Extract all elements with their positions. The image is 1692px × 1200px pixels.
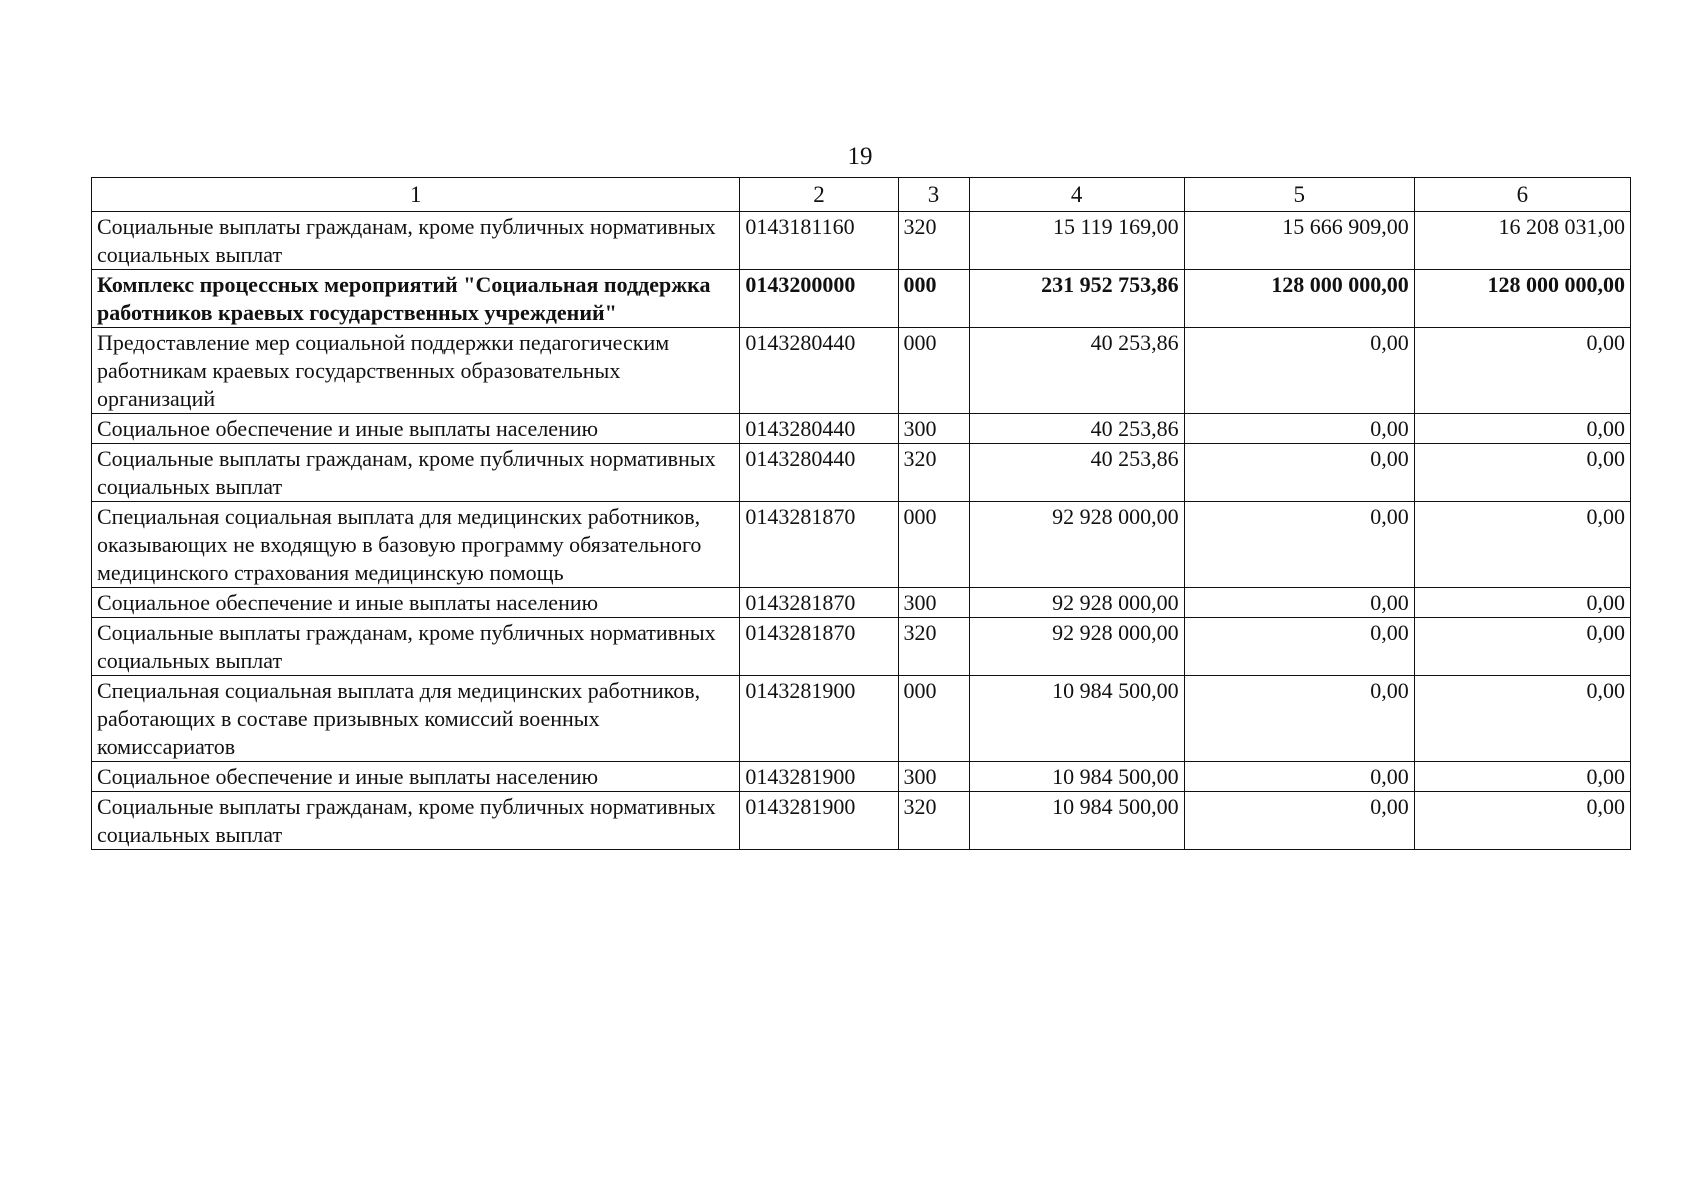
table-row [92, 762, 1631, 792]
table-row [92, 414, 1631, 444]
row-sum-col6-cell: 0,00 [1414, 444, 1630, 502]
row-code-cell: 0143281870 [740, 588, 898, 618]
row-sum-col4-cell: 10 984 500,00 [969, 792, 1184, 850]
row-name-cell: Социальные выплаты гражданам, кроме публичных нормативных социальных выплат [92, 618, 740, 676]
row-type-cell: 320 [898, 792, 969, 850]
row-type-cell: 000 [898, 270, 969, 328]
row-sum-col4-cell: 92 928 000,00 [969, 588, 1184, 618]
row-sum-col4-cell: 10 984 500,00 [969, 676, 1184, 762]
row-type-cell: 320 [898, 444, 969, 502]
row-sum-col6-cell: 0,00 [1414, 502, 1630, 588]
row-sum-col5-cell: 128 000 000,00 [1184, 270, 1414, 328]
row-type-cell: 320 [898, 618, 969, 676]
header-cell-6: 6 [1414, 178, 1630, 212]
row-sum-col6-cell: 128 000 000,00 [1414, 270, 1630, 328]
row-sum-col5-cell: 0,00 [1184, 792, 1414, 850]
row-code-cell: 0143280440 [740, 444, 898, 502]
table-row [92, 328, 1631, 414]
row-code-cell: 0143281870 [740, 502, 898, 588]
row-sum-col5-cell: 0,00 [1184, 762, 1414, 792]
row-sum-col6-cell: 0,00 [1414, 328, 1630, 414]
row-code-cell: 0143280440 [740, 414, 898, 444]
row-name-cell: Специальная социальная выплата для медицинских работников, оказывающих не входящую в базовую программу обязательного медицинского страхования медицинскую помощь [92, 502, 740, 588]
row-sum-col6-cell: 0,00 [1414, 588, 1630, 618]
header-cell-5: 5 [1184, 178, 1414, 212]
row-sum-col6-cell: 0,00 [1414, 676, 1630, 762]
row-sum-col4-cell: 40 253,86 [969, 328, 1184, 414]
row-name-cell: Социальное обеспечение и иные выплаты населению [92, 588, 740, 618]
table-row [92, 618, 1631, 676]
row-name-cell: Социальные выплаты гражданам, кроме публичных нормативных социальных выплат [92, 792, 740, 850]
row-code-cell: 0143200000 [740, 270, 898, 328]
table-row [92, 502, 1631, 588]
table-row [92, 212, 1631, 270]
row-sum-col4-cell: 40 253,86 [969, 444, 1184, 502]
row-sum-col4-cell: 10 984 500,00 [969, 762, 1184, 792]
row-sum-col6-cell: 16 208 031,00 [1414, 212, 1630, 270]
row-name-cell: Социальные выплаты гражданам, кроме публичных нормативных социальных выплат [92, 444, 740, 502]
row-type-cell: 000 [898, 328, 969, 414]
table-row [92, 792, 1631, 850]
row-sum-col4-cell: 40 253,86 [969, 414, 1184, 444]
row-sum-col4-cell: 231 952 753,86 [969, 270, 1184, 328]
row-type-cell: 300 [898, 414, 969, 444]
row-name-cell: Комплекс процессных мероприятий "Социальная поддержка работников краевых государственных учреждений" [92, 270, 740, 328]
table-row [92, 588, 1631, 618]
row-type-cell: 000 [898, 502, 969, 588]
header-cell-2: 2 [740, 178, 898, 212]
budget-table [91, 177, 1631, 850]
row-sum-col4-cell: 15 119 169,00 [969, 212, 1184, 270]
row-type-cell: 320 [898, 212, 969, 270]
row-code-cell: 0143281900 [740, 676, 898, 762]
row-name-cell: Социальное обеспечение и иные выплаты населению [92, 414, 740, 444]
row-type-cell: 000 [898, 676, 969, 762]
header-cell-4: 4 [969, 178, 1184, 212]
table-body [92, 212, 1631, 850]
row-code-cell: 0143281900 [740, 792, 898, 850]
row-sum-col5-cell: 0,00 [1184, 676, 1414, 762]
row-name-cell: Предоставление мер социальной поддержки педагогическим работникам краевых государственных образовательных организаций [92, 328, 740, 414]
row-sum-col6-cell: 0,00 [1414, 792, 1630, 850]
row-code-cell: 0143280440 [740, 328, 898, 414]
row-sum-col5-cell: 0,00 [1184, 328, 1414, 414]
table-row [92, 270, 1631, 328]
row-sum-col6-cell: 0,00 [1414, 618, 1630, 676]
row-sum-col6-cell: 0,00 [1414, 414, 1630, 444]
row-code-cell: 0143281900 [740, 762, 898, 792]
row-sum-col5-cell: 0,00 [1184, 444, 1414, 502]
row-name-cell: Специальная социальная выплата для медицинских работников, работающих в составе призывных комиссий военных комиссариатов [92, 676, 740, 762]
row-sum-col5-cell: 0,00 [1184, 588, 1414, 618]
row-sum-col5-cell: 0,00 [1184, 502, 1414, 588]
header-row [92, 178, 1631, 212]
row-sum-col5-cell: 15 666 909,00 [1184, 212, 1414, 270]
row-name-cell: Социальное обеспечение и иные выплаты населению [92, 762, 740, 792]
row-sum-col4-cell: 92 928 000,00 [969, 502, 1184, 588]
header-cell-3: 3 [898, 178, 969, 212]
row-sum-col5-cell: 0,00 [1184, 618, 1414, 676]
row-name-cell: Социальные выплаты гражданам, кроме публичных нормативных социальных выплат [92, 212, 740, 270]
row-sum-col6-cell: 0,00 [1414, 762, 1630, 792]
header-cell-1: 1 [92, 178, 740, 212]
row-sum-col5-cell: 0,00 [1184, 414, 1414, 444]
row-type-cell: 300 [898, 588, 969, 618]
row-code-cell: 0143181160 [740, 212, 898, 270]
table-row [92, 676, 1631, 762]
page-number: 19 [847, 143, 873, 170]
row-type-cell: 300 [898, 762, 969, 792]
row-code-cell: 0143281870 [740, 618, 898, 676]
table-row [92, 444, 1631, 502]
row-sum-col4-cell: 92 928 000,00 [969, 618, 1184, 676]
